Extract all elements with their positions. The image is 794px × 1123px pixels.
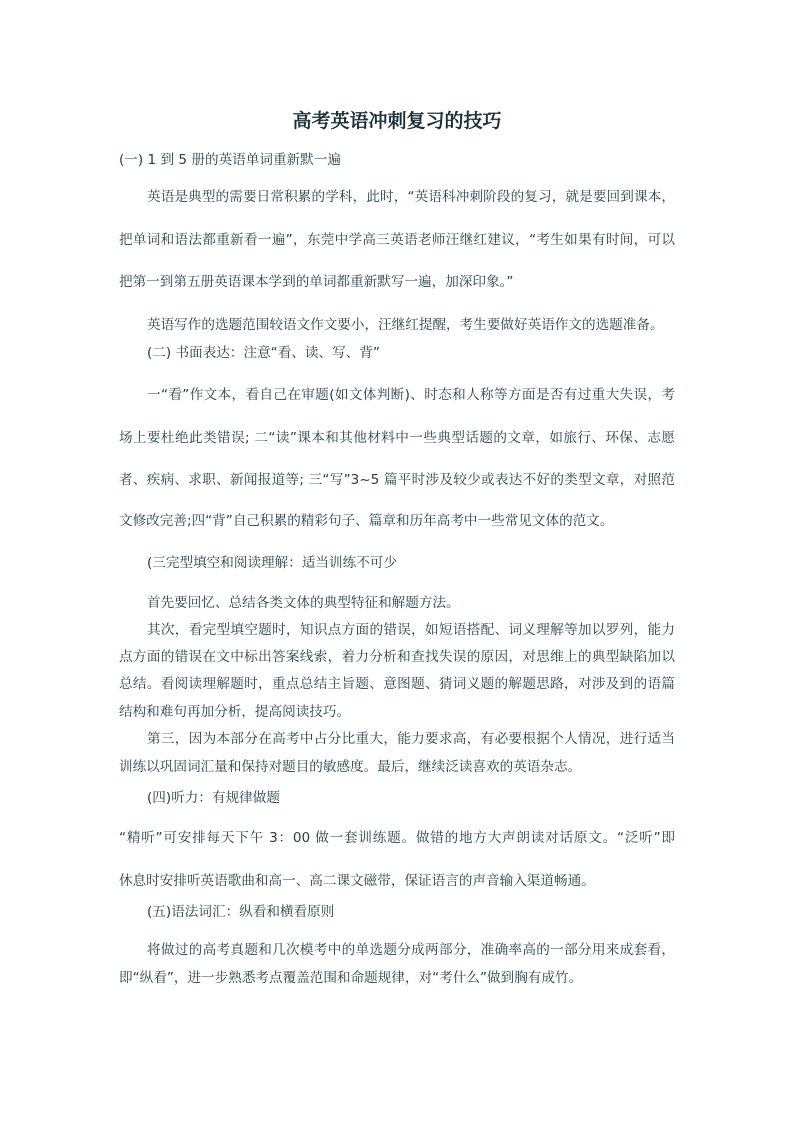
paragraph-line: 首先要回忆、总结各类文体的典型特征和解题方法。	[147, 595, 460, 611]
section-heading-5: (五)语法词汇：纵看和横看原则	[147, 904, 335, 920]
paragraph-line: 场上要杜绝此类错误; 二“读”课本和其他材料中一些典型话题的文章，如旅行、环保、志愿	[119, 430, 675, 446]
paragraph-line: 其次，看完型填空题时，知识点方面的错误，如短语搭配、词义理解等加以罗列，能力	[147, 622, 675, 638]
paragraph-line: 文修改完善;四“背”自己积累的精彩句子、篇章和历年高考中一些常见文体的范文。	[119, 513, 614, 529]
paragraph-line: 将做过的高考真题和几次模考中的单选题分成两部分，准确率高的一部分用来成套看，	[147, 942, 675, 958]
paragraph-line: 结构和难句再加分析，提高阅读技巧。	[119, 704, 351, 720]
paragraph-line: 总结。看阅读理解题时，重点总结主旨题、意图题、猜词义题的解题思路，对涉及到的语篇	[119, 676, 675, 692]
paragraph-line: 第三，因为本部分在高考中占分比重大，能力要求高，有必要根据个人情况，进行适当	[147, 731, 675, 747]
paragraph-line: 休息时安排听英语歌曲和高一、高二课文磁带，保证语言的声音输入渠道畅通。	[119, 873, 595, 889]
paragraph-line: 即“纵看”，进一步熟悉考点覆盖范围和命题规律，对“考什么”做到胸有成竹。	[119, 970, 583, 986]
paragraph-line: 英语写作的选题范围较语文作文要小，汪继红提醒，考生要做好英语作文的选题准备。	[147, 317, 664, 333]
paragraph-line: 点方面的错误在文中标出答案线索，着力分析和查找失误的原因，对思维上的典型缺陷加以	[119, 649, 675, 665]
paragraph-line: 者、疾病、求职、新闻报道等; 三“写”3~5 篇平时涉及较少或表达不好的类型文章，对照范	[119, 472, 675, 488]
paragraph-line: 训练以巩固词汇量和保持对题目的敏感度。最后，继续泛读喜欢的英语杂志。	[119, 759, 582, 775]
paragraph-line: “精听”可安排每天下午 3：00 做一套训练题。做错的地方大声朗读对话原文。“泛听”即	[119, 830, 675, 846]
section-heading-1: (一) 1 到 5 册的英语单词重新默一遍	[119, 152, 341, 168]
paragraph-line: 一“看”作文本，看自己在审题(如文体判断)、时态和人称等方面是否有过重大失误，考	[147, 387, 675, 403]
paragraph-line: 英语是典型的需要日常积累的学科，此时，“英语科冲刺阶段的复习，就是要回到课本，	[147, 189, 675, 205]
paragraph-line: 把单词和语法都重新看一遍”，东莞中学高三英语老师汪继红建议，“考生如果有时间，可以	[119, 232, 675, 248]
section-heading-2: (二) 书面表达：注意“看、读、写、背”	[147, 345, 380, 361]
paragraph-line: 把第一到第五册英语课本学到的单词都重新默写一遍，加深印象。”	[119, 274, 514, 290]
section-heading-4: (四)听力：有规律做题	[147, 790, 280, 806]
section-heading-3: (三完型填空和阅读理解：适当训练不可少	[147, 555, 397, 571]
document-title: 高考英语冲刺复习的技巧	[292, 110, 502, 132]
